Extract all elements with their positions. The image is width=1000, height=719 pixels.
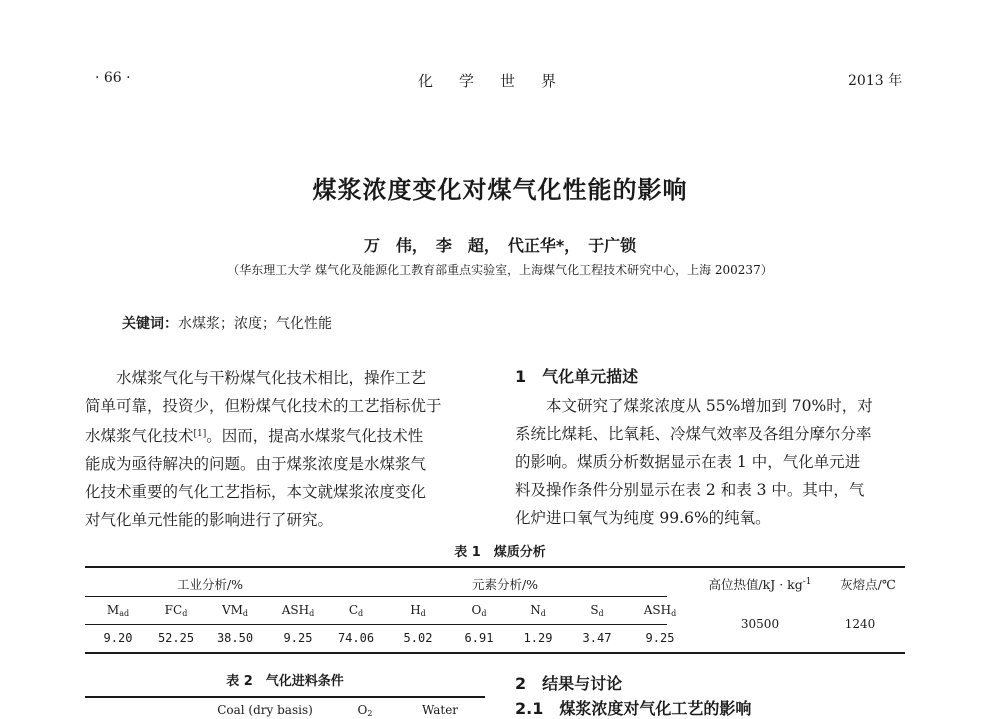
table-cell: 9.25: [645, 631, 675, 645]
ultimate-analysis-header: 元素分析/%: [471, 577, 539, 592]
heating-value-cell: 30500: [740, 617, 780, 631]
heating-value-header-text: 高位热值/kJ · kg: [708, 577, 803, 592]
citation-ref[interactable]: [1]: [193, 429, 207, 439]
subsection-heading: 2.1 煤浆浓度对气化工艺的影响: [515, 699, 752, 718]
table2-col-header: Water: [421, 703, 459, 717]
publication-year: 2013 年: [848, 73, 903, 89]
section1-line: 化炉进口氧气为纯度 99.6%的纯氧。: [515, 509, 771, 527]
keywords-label: 关键词：: [122, 316, 178, 332]
table2-col-header: Coal (dry basis): [217, 703, 313, 717]
table-cell: 52.25: [157, 631, 195, 645]
col-header: $C_d$: [348, 603, 364, 618]
section-heading: 2 结果与讨论: [515, 674, 623, 693]
table1-column-rule: [85, 624, 667, 625]
section1-line: 系统比煤耗、比氧耗、冷煤气效率及各组分摩尔分率: [515, 425, 872, 443]
keywords-line: [122, 313, 332, 333]
table-cell: 1.29: [523, 631, 553, 645]
intro-line: 化技术重要的气化工艺指标，本文就煤浆浓度变化: [85, 483, 427, 501]
intro-line-part: 。因而，提高水煤浆气化技术性: [206, 427, 424, 445]
intro-line: [85, 420, 485, 450]
journal-name: 化学世界: [417, 72, 582, 90]
table-cell: 6.91: [464, 631, 494, 645]
section1-line: 本文研究了煤浆浓度从 55%增加到 70%时，对: [546, 397, 873, 415]
section1-paragraph: [515, 392, 915, 532]
proximate-analysis-header: 工业分析/%: [176, 577, 244, 592]
table-cell: 74.06: [337, 631, 375, 645]
table1-header-rule: [85, 596, 667, 597]
col-header: $FC_d$: [164, 603, 188, 618]
heating-value-header: [680, 575, 840, 593]
table-cell: 38.50: [216, 631, 254, 645]
page-number: · 66 ·: [95, 70, 131, 86]
section1-line: 的影响。煤质分析数据显示在表 1 中，气化单元进: [515, 453, 861, 471]
intro-line-part: 水煤浆气化技术: [85, 427, 194, 445]
intro-paragraph: [85, 364, 485, 534]
keywords-text: 水煤浆；浓度；气化性能: [178, 316, 332, 332]
table-cell: 9.25: [283, 631, 313, 645]
article-title: 煤浆浓度变化对煤气化性能的影响: [312, 176, 688, 204]
table-cell: 9.20: [103, 631, 133, 645]
table-cell: 3.47: [582, 631, 612, 645]
table2-caption: 表 2 气化进料条件: [226, 674, 344, 689]
intro-line: 对气化单元性能的影响进行了研究。: [85, 511, 334, 529]
author-list: 万 伟， 李 超， 代正华*， 于广锁: [363, 236, 637, 255]
heating-value-unit-exponent: -1: [802, 577, 812, 587]
col-header: $H_d$: [410, 603, 426, 618]
intro-line: 能成为亟待解决的问题。由于煤浆浓度是水煤浆气: [85, 455, 427, 473]
table-cell: 5.02: [403, 631, 433, 645]
section1-line: 料及操作条件分别显示在表 2 和表 3 中。其中，气: [515, 481, 865, 499]
table1-top-rule: [85, 566, 905, 568]
col-header: $N_d$: [530, 603, 546, 618]
table2-top-rule: [85, 696, 485, 698]
col-header: $M_{ad}$: [106, 603, 130, 618]
table1-bottom-rule: [85, 652, 905, 654]
intro-line: 水煤浆气化与干粉煤气化技术相比，操作工艺: [116, 369, 427, 387]
col-header: $VM_d$: [221, 603, 249, 618]
col-header: $ASH_d$: [643, 603, 677, 618]
affiliation: （华东理工大学 煤气化及能源化工教育部重点实验室，上海煤气化工程技术研究中心，上海 200237）: [227, 263, 773, 277]
table2-col-header: $O_2$: [357, 703, 373, 718]
col-header: $S_d$: [590, 603, 604, 618]
ash-fusion-header: 灰熔点/℃: [840, 577, 896, 592]
table1-caption: 表 1 煤质分析: [454, 545, 546, 560]
intro-line: 简单可靠，投资少，但粉煤气化技术的工艺指标优于: [85, 397, 442, 415]
col-header: $ASH_d$: [281, 603, 315, 618]
section-heading: 1 气化单元描述: [515, 367, 639, 386]
col-header: $O_d$: [471, 603, 487, 618]
ash-fusion-cell: 1240: [844, 617, 876, 631]
